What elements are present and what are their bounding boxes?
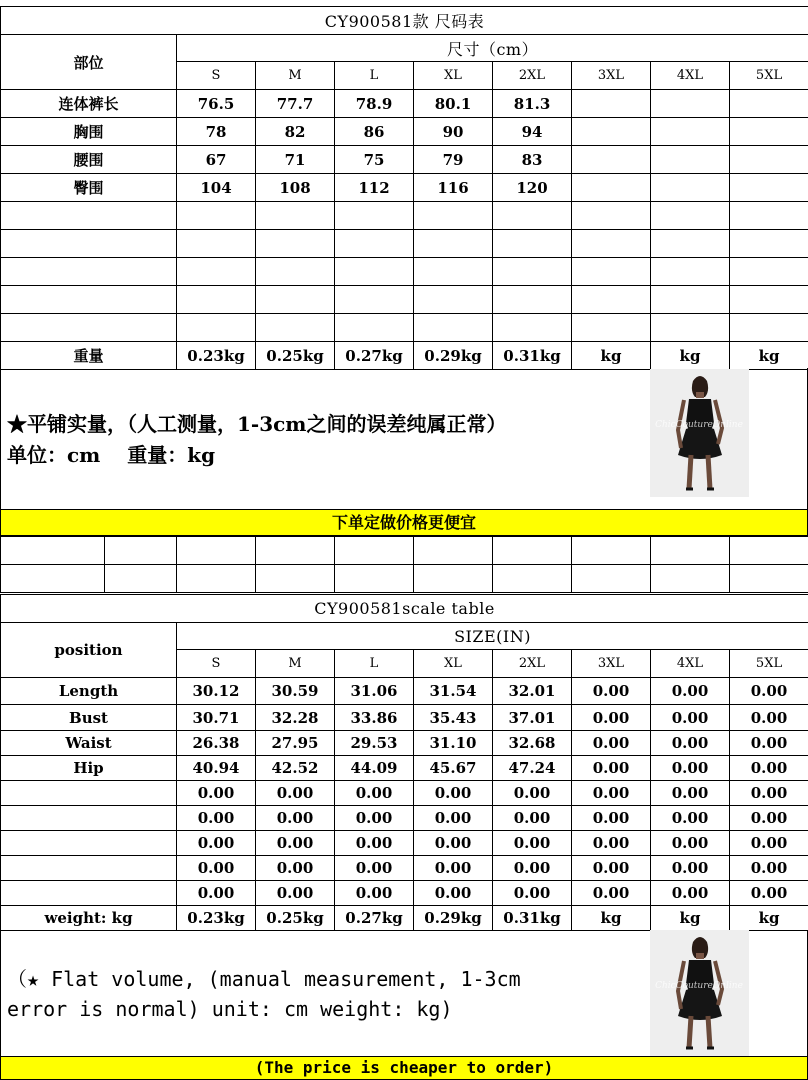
measurement-cell: 0.00: [414, 781, 493, 806]
table-row: [1, 90, 808, 118]
measurement-cell: [177, 230, 256, 258]
measurement-cell: 71: [256, 146, 335, 174]
measurement-cell: [651, 90, 730, 118]
measurement-cell: 0.00: [414, 806, 493, 831]
weight-cell: 0.23kg: [177, 906, 256, 931]
measurement-cell: [730, 146, 808, 174]
measurement-cell: 0.00: [651, 781, 730, 806]
measurement-cell: [730, 202, 808, 230]
measurement-cell: [730, 314, 808, 342]
measurement-cell: 0.00: [572, 705, 651, 731]
measurement-cell: [177, 258, 256, 286]
measurement-cell: 31.10: [414, 731, 493, 756]
measurement-cell: [651, 202, 730, 230]
measurement-cell: [572, 118, 651, 146]
measurement-cell: 29.53: [335, 731, 414, 756]
size-label-s: S: [177, 650, 256, 678]
measurement-cell: [256, 202, 335, 230]
table-row: [1, 286, 808, 314]
measurement-cell: 0.00: [730, 831, 808, 856]
table-row: [1, 174, 808, 202]
row-label: Hip: [1, 756, 177, 781]
measurement-cell: 78.9: [335, 90, 414, 118]
measurement-cell: [572, 286, 651, 314]
measurement-cell: 0.00: [730, 806, 808, 831]
row-label: 连体裤长: [1, 90, 177, 118]
measurement-cell: 30.71: [177, 705, 256, 731]
measurement-cell: 0.00: [493, 806, 572, 831]
measurement-cell: 0.00: [572, 831, 651, 856]
measurement-cell: [414, 286, 493, 314]
measurement-cell: [335, 314, 414, 342]
table-row: [1, 314, 808, 342]
measurement-cell: [651, 174, 730, 202]
size-header: SIZE(IN): [177, 623, 808, 650]
measurement-cell: 30.59: [256, 678, 335, 705]
weight-cell: kg: [572, 342, 651, 370]
measurement-cell: [730, 230, 808, 258]
row-label: [1, 781, 177, 806]
row-label: [1, 314, 177, 342]
measurement-cell: 116: [414, 174, 493, 202]
measurement-cell: 80.1: [414, 90, 493, 118]
row-label: 臀围: [1, 174, 177, 202]
measurement-cell: [256, 314, 335, 342]
note-line-2: error is normal) unit: cm weight: kg): [7, 997, 453, 1021]
measurement-cell: 0.00: [256, 781, 335, 806]
measurement-cell: 83: [493, 146, 572, 174]
row-label: [1, 258, 177, 286]
measurement-cell: 0.00: [651, 756, 730, 781]
measurement-cell: 0.00: [572, 856, 651, 881]
row-label: Waist: [1, 731, 177, 756]
measurement-cell: 31.54: [414, 678, 493, 705]
measurement-cell: 0.00: [651, 705, 730, 731]
measurement-cell: 0.00: [177, 856, 256, 881]
measurement-cell: [651, 230, 730, 258]
measurement-cell: 32.68: [493, 731, 572, 756]
measurement-cell: 0.00: [177, 781, 256, 806]
size-label-2xl: 2XL: [493, 650, 572, 678]
measurement-cell: [572, 146, 651, 174]
measurement-cell: 0.00: [256, 831, 335, 856]
measurement-cell: 0.00: [572, 731, 651, 756]
table-row: [1, 678, 808, 705]
measurement-cell: 0.00: [730, 678, 808, 705]
measurement-cell: 0.00: [572, 806, 651, 831]
size-chart-en: [0, 594, 808, 931]
measurement-cell: [730, 286, 808, 314]
size-header: 尺寸（cm）: [177, 35, 808, 62]
size-label-4xl: 4XL: [651, 650, 730, 678]
measurement-cell: [414, 314, 493, 342]
weight-row: [1, 906, 808, 931]
measurement-cell: [572, 202, 651, 230]
size-label-m: M: [256, 650, 335, 678]
position-label: 部位: [1, 35, 177, 90]
size-label-4xl: 4XL: [651, 62, 730, 90]
measurement-cell: 76.5: [177, 90, 256, 118]
measurement-cell: 0.00: [414, 856, 493, 881]
measurement-cell: [730, 90, 808, 118]
row-label: [1, 831, 177, 856]
table-row: [1, 705, 808, 731]
measurement-cell: [414, 258, 493, 286]
measurement-cell: 0.00: [335, 806, 414, 831]
measurement-cell: 67: [177, 146, 256, 174]
photo-watermark: ChicCoutureOnline: [655, 420, 743, 430]
measurement-cell: 90: [414, 118, 493, 146]
table-row: [1, 731, 808, 756]
weight-cell: kg: [651, 342, 730, 370]
row-label: [1, 806, 177, 831]
row-label: Length: [1, 678, 177, 705]
measurement-cell: [414, 202, 493, 230]
row-label: 胸围: [1, 118, 177, 146]
product-photo: [650, 930, 749, 1056]
measurement-cell: 0.00: [651, 881, 730, 906]
weight-cell: 0.31kg: [493, 906, 572, 931]
row-label: [1, 856, 177, 881]
measurement-cell: 0.00: [651, 678, 730, 705]
measurement-cell: [651, 314, 730, 342]
measurement-cell: [493, 202, 572, 230]
measurement-cell: 0.00: [335, 856, 414, 881]
measurement-cell: 0.00: [414, 831, 493, 856]
measurement-cell: 0.00: [493, 781, 572, 806]
row-label: 腰围: [1, 146, 177, 174]
measurement-cell: 32.28: [256, 705, 335, 731]
measurement-cell: [572, 258, 651, 286]
row-label: Bust: [1, 705, 177, 731]
size-label-3xl: 3XL: [572, 62, 651, 90]
size-label-5xl: 5XL: [730, 650, 808, 678]
weight-cell: 0.29kg: [414, 342, 493, 370]
measurement-cell: [414, 230, 493, 258]
measurement-cell: 94: [493, 118, 572, 146]
measurement-cell: 0.00: [177, 806, 256, 831]
weight-cell: 0.27kg: [335, 342, 414, 370]
note-line-1: （★ Flat volume, (manual measurement, 1-3cm: [7, 967, 521, 991]
table-row: [1, 258, 808, 286]
spreadsheet-gap: [0, 536, 808, 593]
measurement-cell: [730, 174, 808, 202]
measurement-cell: 0.00: [572, 781, 651, 806]
measurement-cell: [651, 118, 730, 146]
banner-cn: 下单定做价格更便宜: [0, 509, 808, 536]
measurement-cell: 120: [493, 174, 572, 202]
measurement-cell: 0.00: [730, 881, 808, 906]
measurement-cell: [493, 286, 572, 314]
measurement-cell: 104: [177, 174, 256, 202]
measurement-cell: 0.00: [493, 831, 572, 856]
table-row: [1, 756, 808, 781]
measurement-cell: 31.06: [335, 678, 414, 705]
measurement-cell: [572, 174, 651, 202]
measurement-cell: [335, 286, 414, 314]
measurement-cell: [730, 118, 808, 146]
measurement-cell: 0.00: [572, 881, 651, 906]
table-row: [1, 202, 808, 230]
size-label-m: M: [256, 62, 335, 90]
measurement-cell: 78: [177, 118, 256, 146]
chart-title: CY900581款 尺码表: [1, 7, 808, 35]
measurement-cell: 0.00: [177, 831, 256, 856]
measurement-cell: 0.00: [730, 856, 808, 881]
weight-cell: kg: [730, 906, 808, 931]
weight-cell: kg: [730, 342, 808, 370]
measurement-cell: 33.86: [335, 705, 414, 731]
measurement-cell: [572, 90, 651, 118]
table-row: [1, 146, 808, 174]
measurement-cell: [730, 258, 808, 286]
measurement-cell: [651, 258, 730, 286]
size-label-5xl: 5XL: [730, 62, 808, 90]
measurement-cell: [335, 202, 414, 230]
measurement-cell: 86: [335, 118, 414, 146]
measurement-cell: 0.00: [256, 881, 335, 906]
measurement-cell: 26.38: [177, 731, 256, 756]
measurement-cell: [493, 230, 572, 258]
size-label-2xl: 2XL: [493, 62, 572, 90]
table-row: [1, 781, 808, 806]
measurement-cell: 77.7: [256, 90, 335, 118]
measurement-cell: 0.00: [335, 781, 414, 806]
row-label: [1, 202, 177, 230]
weight-cell: kg: [572, 906, 651, 931]
size-label-s: S: [177, 62, 256, 90]
measurement-cell: 0.00: [335, 831, 414, 856]
measurement-cell: 0.00: [730, 731, 808, 756]
size-label-xl: XL: [414, 62, 493, 90]
measurement-cell: 44.09: [335, 756, 414, 781]
weight-cell: 0.25kg: [256, 342, 335, 370]
measurement-cell: 0.00: [651, 731, 730, 756]
measurement-cell: 75: [335, 146, 414, 174]
measurement-cell: [177, 202, 256, 230]
weight-row: [1, 342, 808, 370]
measurement-cell: [493, 258, 572, 286]
banner-en: (The price is cheaper to order): [0, 1056, 808, 1080]
row-label: [1, 230, 177, 258]
measurement-cell: 0.00: [493, 881, 572, 906]
measurement-cell: [493, 314, 572, 342]
measurement-cell: [177, 314, 256, 342]
size-chart-cn: [0, 6, 808, 370]
measurement-cell: 0.00: [256, 856, 335, 881]
measurement-cell: 35.43: [414, 705, 493, 731]
size-label-l: L: [335, 62, 414, 90]
measurement-cell: 0.00: [177, 881, 256, 906]
table-row: [1, 118, 808, 146]
chart-title: CY900581scale table: [1, 595, 808, 623]
measurement-cell: 0.00: [651, 856, 730, 881]
measurement-cell: 0.00: [730, 781, 808, 806]
weight-cell: 0.31kg: [493, 342, 572, 370]
measurement-cell: 0.00: [335, 881, 414, 906]
table-row: [1, 230, 808, 258]
measurement-cell: 0.00: [414, 881, 493, 906]
measurement-cell: 42.52: [256, 756, 335, 781]
measurement-cell: 0.00: [572, 756, 651, 781]
measurement-cell: [572, 314, 651, 342]
product-photo: [650, 369, 749, 497]
measurement-cell: 0.00: [730, 756, 808, 781]
weight-label: 重量: [1, 342, 177, 370]
measurement-cell: 0.00: [651, 806, 730, 831]
size-label-3xl: 3XL: [572, 650, 651, 678]
measurement-cell: 0.00: [651, 831, 730, 856]
measurement-cell: 0.00: [493, 856, 572, 881]
measurement-cell: [651, 286, 730, 314]
row-label: [1, 286, 177, 314]
position-label: position: [1, 623, 177, 678]
measurement-cell: [256, 286, 335, 314]
measurement-cell: 79: [414, 146, 493, 174]
weight-label: weight: kg: [1, 906, 177, 931]
table-row: [1, 831, 808, 856]
measurement-cell: 47.24: [493, 756, 572, 781]
measurement-cell: 30.12: [177, 678, 256, 705]
weight-cell: 0.29kg: [414, 906, 493, 931]
measurement-cell: 82: [256, 118, 335, 146]
measurement-cell: [256, 258, 335, 286]
measurement-cell: 40.94: [177, 756, 256, 781]
note-line-1: ★平铺实量，（人工测量，1-3cm之间的误差纯属正常）: [7, 412, 507, 436]
measurement-cell: 112: [335, 174, 414, 202]
weight-cell: 0.27kg: [335, 906, 414, 931]
weight-cell: 0.23kg: [177, 342, 256, 370]
weight-cell: 0.25kg: [256, 906, 335, 931]
size-label-xl: XL: [414, 650, 493, 678]
weight-cell: kg: [651, 906, 730, 931]
table-row: [1, 806, 808, 831]
note-line-2: 单位：cm 重量：kg: [7, 443, 216, 467]
measurement-cell: 108: [256, 174, 335, 202]
measurement-cell: 27.95: [256, 731, 335, 756]
measurement-cell: 0.00: [256, 806, 335, 831]
table-row: [1, 856, 808, 881]
measurement-cell: [651, 146, 730, 174]
measurement-cell: 45.67: [414, 756, 493, 781]
measurement-cell: [335, 258, 414, 286]
measurement-cell: [177, 286, 256, 314]
measurement-cell: 32.01: [493, 678, 572, 705]
measurement-cell: 81.3: [493, 90, 572, 118]
row-label: [1, 881, 177, 906]
measurement-cell: [256, 230, 335, 258]
table-row: [1, 881, 808, 906]
measurement-cell: 37.01: [493, 705, 572, 731]
measurement-cell: 0.00: [572, 678, 651, 705]
measurement-cell: [335, 230, 414, 258]
photo-watermark: ChicCoutureOnline: [655, 981, 743, 991]
measurement-cell: [572, 230, 651, 258]
measurement-cell: 0.00: [730, 705, 808, 731]
size-label-l: L: [335, 650, 414, 678]
